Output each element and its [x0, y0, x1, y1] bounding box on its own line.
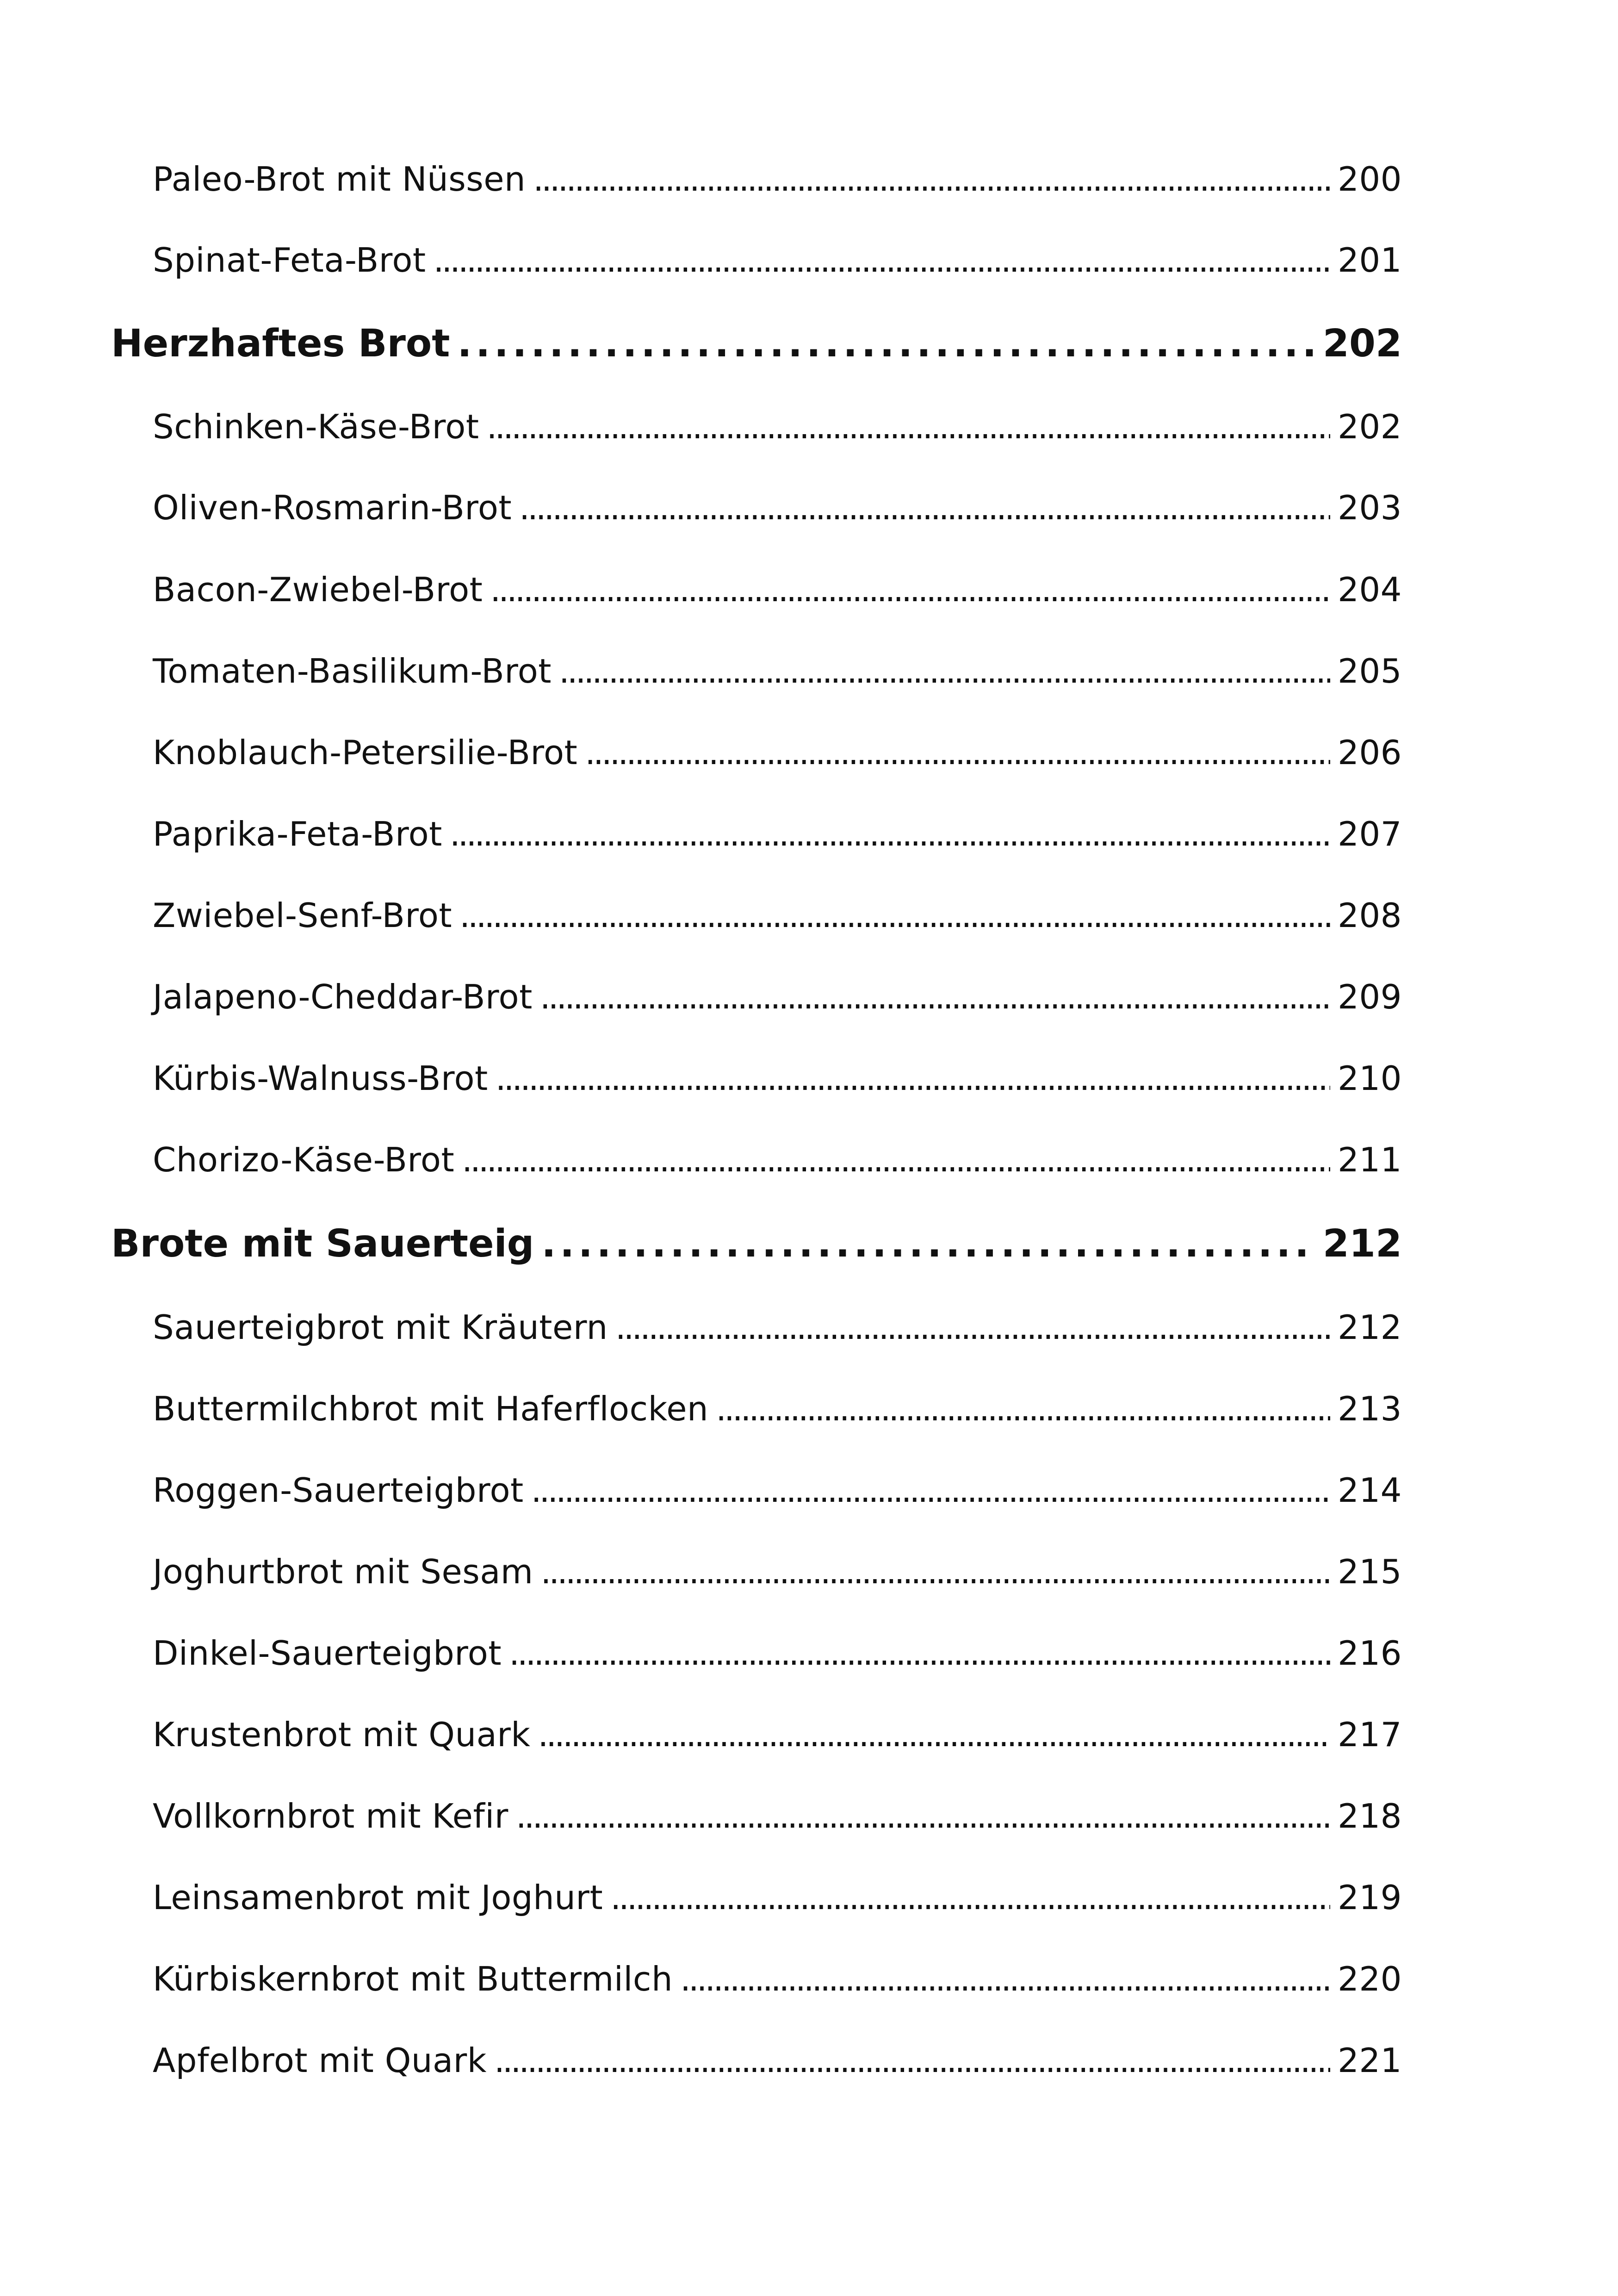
- toc-page-number: 213: [1338, 1389, 1402, 1428]
- toc-entry: [153, 815, 1402, 853]
- toc-page-number: 204: [1338, 570, 1402, 609]
- toc-page-number: 209: [1338, 977, 1402, 1016]
- toc-page-number: 200: [1338, 160, 1402, 199]
- toc-entry: [153, 1715, 1402, 1754]
- toc-dot-leader: [540, 977, 1330, 1016]
- toc-entry-title: Apfelbrot mit Quark: [153, 2041, 487, 2080]
- toc-entry: [153, 896, 1402, 935]
- toc-entry-title: Spinat-Feta-Brot: [153, 241, 426, 280]
- toc-dot-leader: [450, 815, 1330, 853]
- toc-dot-leader: [531, 1471, 1330, 1510]
- toc-entry-title: Knoblauch-Petersilie-Brot: [153, 733, 578, 772]
- toc-dot-leader: [519, 488, 1330, 527]
- toc-page-number: 205: [1338, 652, 1402, 691]
- toc-page-number: 201: [1338, 241, 1402, 280]
- toc-chapter-heading: [111, 322, 1402, 366]
- toc-entry: [153, 1140, 1402, 1179]
- toc-entry-title: Leinsamenbrot mit Joghurt: [153, 1878, 603, 1917]
- toc-page-number: 217: [1338, 1715, 1402, 1754]
- toc-page-number: 212: [1322, 1222, 1402, 1266]
- toc-dot-leader: [610, 1878, 1330, 1917]
- toc-page-number: 211: [1338, 1140, 1402, 1179]
- toc-page-number: 215: [1338, 1552, 1402, 1591]
- toc-chapter-heading: [111, 1222, 1402, 1266]
- toc-dot-leader: [559, 652, 1330, 691]
- toc-entry-title: Kürbiskernbrot mit Buttermilch: [153, 1960, 673, 1998]
- toc-entry: [153, 241, 1402, 280]
- toc-entry-title: Kürbis-Walnuss-Brot: [153, 1059, 488, 1098]
- toc-entry: [153, 977, 1402, 1016]
- toc-entry-title: Vollkornbrot mit Kefir: [153, 1797, 508, 1836]
- toc-dot-leader: [585, 733, 1330, 772]
- toc-entry-title: Krustenbrot mit Quark: [153, 1715, 531, 1754]
- toc-dot-leader: [462, 1140, 1330, 1179]
- toc-page-number: 216: [1338, 1634, 1402, 1673]
- toc-dot-leader: [494, 2041, 1330, 2080]
- toc-page-number: 202: [1338, 407, 1402, 446]
- toc-entry-title: Dinkel-Sauerteigbrot: [153, 1634, 502, 1673]
- toc-dot-leader: [533, 160, 1330, 199]
- toc-dot-leader: [496, 1059, 1330, 1098]
- toc-chapter-title: Herzhaftes Brot: [111, 322, 450, 366]
- toc-entry-title: Bacon-Zwiebel-Brot: [153, 570, 483, 609]
- toc-dot-leader: [509, 1634, 1330, 1673]
- toc-dot-leader: [680, 1960, 1330, 1998]
- toc-page-number: 220: [1338, 1960, 1402, 1998]
- toc-dot-leader: [516, 1797, 1330, 1836]
- toc-page-number: 206: [1338, 733, 1402, 772]
- toc-chapter-title: Brote mit Sauerteig: [111, 1222, 534, 1266]
- toc-entry: [153, 652, 1402, 691]
- toc-entry: [153, 2041, 1402, 2080]
- toc-entry: [153, 733, 1402, 772]
- toc-dot-leader: [490, 570, 1330, 609]
- toc-page-number: 208: [1338, 896, 1402, 935]
- toc-page-number: 210: [1338, 1059, 1402, 1098]
- toc-entry-title: Roggen-Sauerteigbrot: [153, 1471, 524, 1510]
- toc-entry: [153, 160, 1402, 199]
- toc-entry-title: Buttermilchbrot mit Haferflocken: [153, 1389, 709, 1428]
- toc-entry-title: Zwiebel-Senf-Brot: [153, 896, 453, 935]
- toc-entry: [153, 1960, 1402, 1998]
- toc-page-number: 202: [1322, 322, 1402, 366]
- toc-entry: [153, 488, 1402, 527]
- toc-page-number: 219: [1338, 1878, 1402, 1917]
- toc-entry: [153, 407, 1402, 446]
- toc-dot-leader: [716, 1389, 1330, 1428]
- toc-entry: [153, 1389, 1402, 1428]
- toc-entry-title: Paleo-Brot mit Nüssen: [153, 160, 526, 199]
- toc-entry-title: Oliven-Rosmarin-Brot: [153, 488, 512, 527]
- toc-dot-leader: [615, 1308, 1330, 1347]
- toc-dot-leader: [487, 407, 1330, 446]
- toc-entry-title: Paprika-Feta-Brot: [153, 815, 442, 853]
- toc-page-number: 214: [1338, 1471, 1402, 1510]
- toc-page-number: 218: [1338, 1797, 1402, 1836]
- toc-dot-leader: [434, 241, 1330, 280]
- toc-entry-title: Sauerteigbrot mit Kräutern: [153, 1308, 608, 1347]
- toc-dot-leader: [541, 1222, 1315, 1266]
- toc-entry: [153, 570, 1402, 609]
- toc-page-number: 221: [1338, 2041, 1402, 2080]
- toc-entry: [153, 1471, 1402, 1510]
- toc-entry: [153, 1059, 1402, 1098]
- toc-entry: [153, 1552, 1402, 1591]
- toc-entry-title: Chorizo-Käse-Brot: [153, 1140, 455, 1179]
- toc-page-number: 203: [1338, 488, 1402, 527]
- toc-dot-leader: [459, 896, 1330, 935]
- toc-entry: [153, 1797, 1402, 1836]
- toc-dot-leader: [457, 322, 1315, 366]
- toc-entry-title: Tomaten-Basilikum-Brot: [153, 652, 552, 691]
- toc-entry: [153, 1878, 1402, 1917]
- toc-dot-leader: [541, 1552, 1331, 1591]
- toc-page-number: 212: [1338, 1308, 1402, 1347]
- toc-entry-title: Jalapeno-Cheddar-Brot: [153, 977, 533, 1016]
- toc-entry-title: Joghurtbrot mit Sesam: [153, 1552, 533, 1591]
- toc-entry-title: Schinken-Käse-Brot: [153, 407, 479, 446]
- toc-dot-leader: [538, 1715, 1331, 1754]
- toc-entry: [153, 1308, 1402, 1347]
- toc-entry: [153, 1634, 1402, 1673]
- toc-page-number: 207: [1338, 815, 1402, 853]
